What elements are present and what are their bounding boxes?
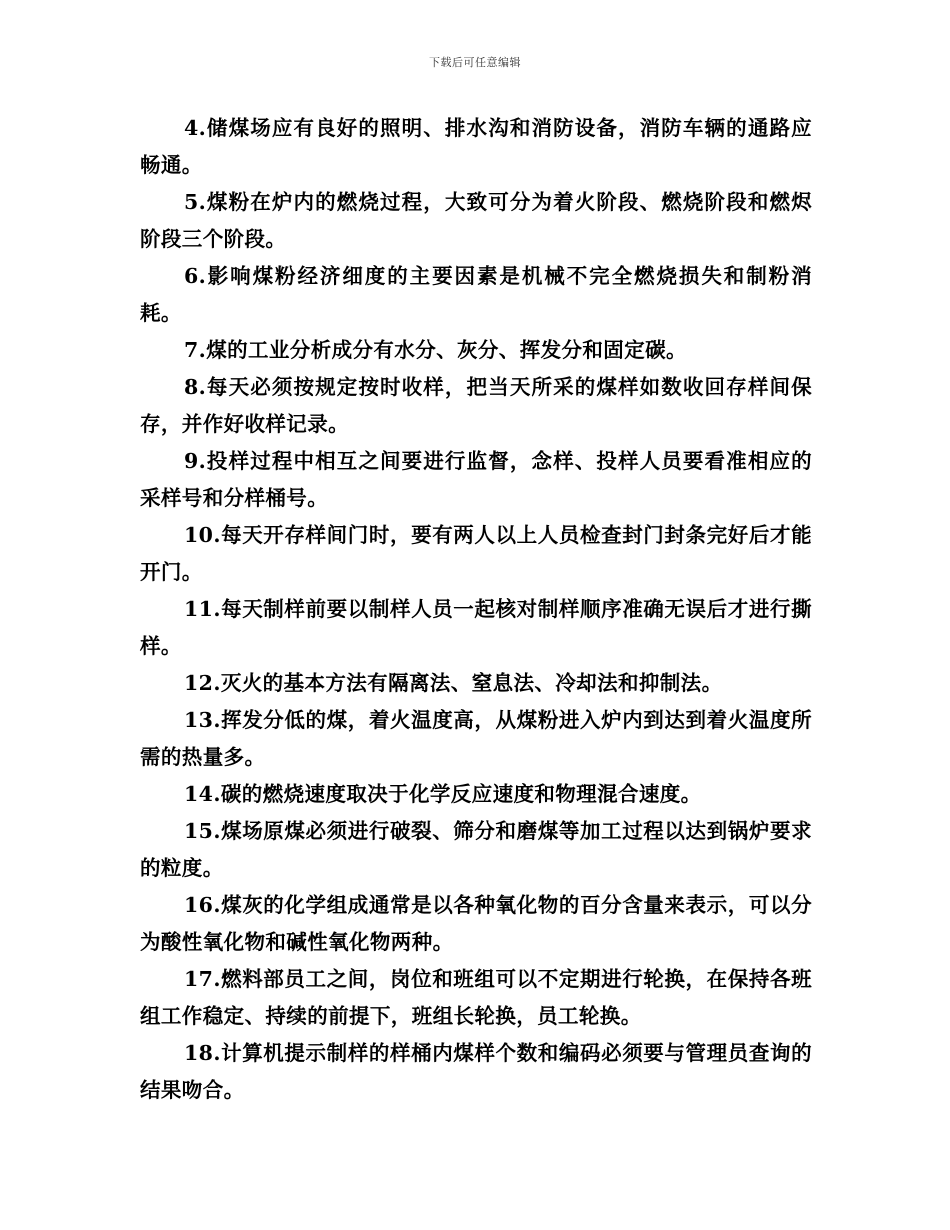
- paragraph-item-15: 15.煤场原煤必须进行破裂、筛分和磨煤等加工过程以达到锅炉要求的粒度。: [140, 819, 812, 880]
- paragraph-item-4: 4.储煤场应有良好的照明、排水沟和消防设备，消防车辆的通路应畅通。: [140, 116, 812, 177]
- paragraph-item-5: 5.煤粉在炉内的燃烧过程，大致可分为着火阶段、燃烧阶段和燃烬阶段三个阶段。: [140, 190, 812, 251]
- paragraph-item-10: 10.每天开存样间门时，要有两人以上人员检查封门封条完好后才能开门。: [140, 523, 812, 584]
- paragraph-item-12: 12.灭火的基本方法有隔离法、窒息法、冷却法和抑制法。: [184, 671, 723, 695]
- paragraph-item-13: 13.挥发分低的煤，着火温度高，从煤粉进入炉内到达到着火温度所需的热量多。: [140, 708, 812, 769]
- paragraph-item-17: 17.燃料部员工之间，岗位和班组可以不定期进行轮换，在保持各班组工作稳定、持续的前提下，班组长轮换，员工轮换。: [140, 967, 812, 1028]
- document-body: [140, 110, 812, 1109]
- paragraph-item-14: 14.碳的燃烧速度取决于化学反应速度和物理混合速度。: [184, 782, 702, 806]
- paragraph-item-16: 16.煤灰的化学组成通常是以各种氧化物的百分含量来表示，可以分为酸性氧化物和碱性氧化物两种。: [140, 893, 812, 954]
- paragraph-item-18: 18.计算机提示制样的样桶内煤样个数和编码必须要与管理员查询的结果吻合。: [140, 1041, 812, 1102]
- page-header: 下载后可任意编辑: [429, 56, 521, 69]
- paragraph-item-11: 11.每天制样前要以制样人员一起核对制样顺序准确无误后才进行撕样。: [140, 597, 812, 658]
- paragraph-item-9: 9.投样过程中相互之间要进行监督，念样、投样人员要看准相应的采样号和分样桶号。: [140, 449, 812, 510]
- paragraph-item-6: 6.影响煤粉经济细度的主要因素是机械不完全燃烧损失和制粉消耗。: [140, 264, 812, 325]
- paragraph-item-7: 7.煤的工业分析成分有水分、灰分、挥发分和固定碳。: [184, 338, 687, 362]
- paragraph-item-8: 8.每天必须按规定按时收样，把当天所采的煤样如数收回存样间保存，并作好收样记录。: [140, 375, 812, 436]
